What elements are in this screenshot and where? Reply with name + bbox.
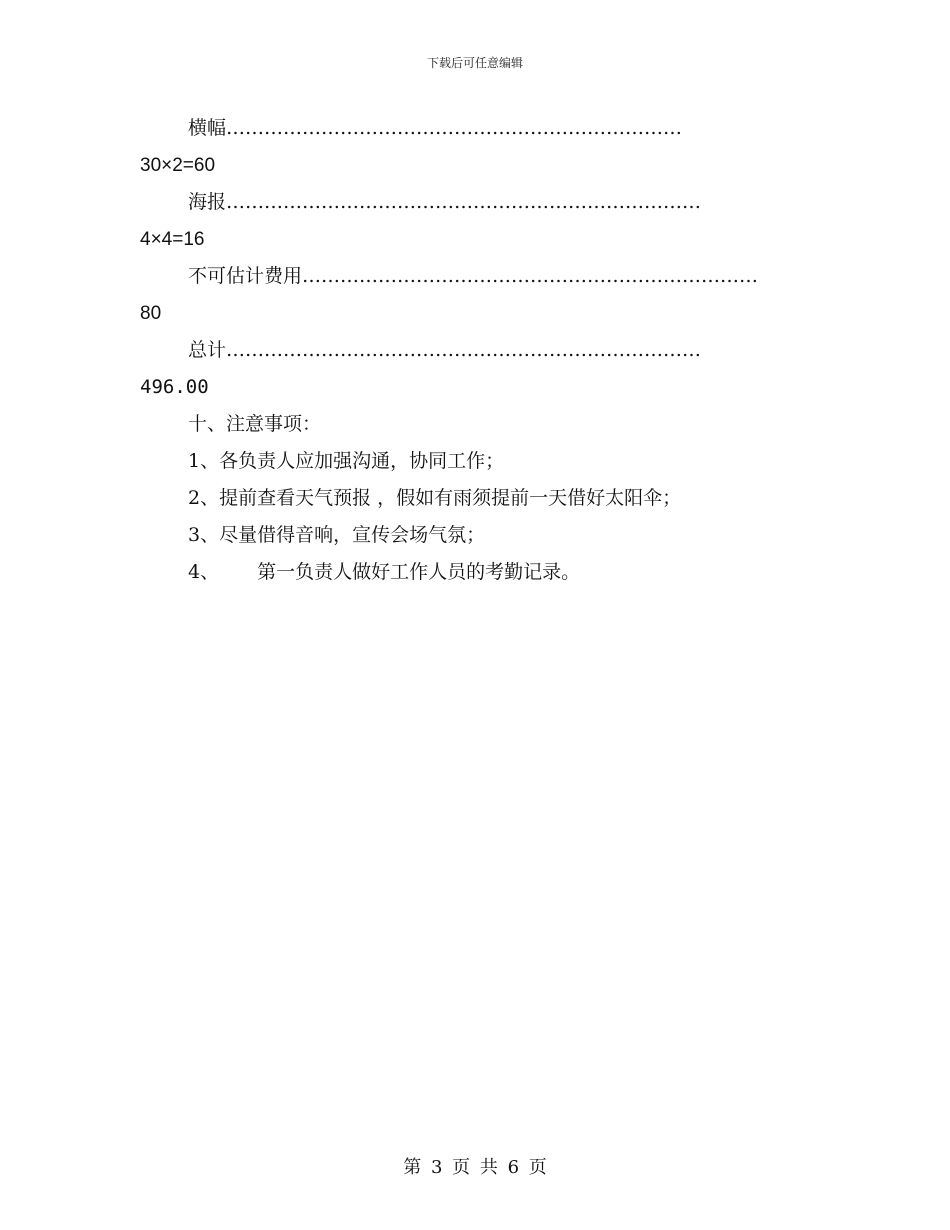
note-item (140, 443, 820, 480)
note-item (140, 480, 820, 517)
document-body (140, 110, 820, 591)
note-text: 尽量借得音响，宣传会场气氛； (219, 524, 486, 546)
note-number: 3、 (188, 524, 220, 546)
note-number: 1、 (188, 450, 220, 472)
budget-dot-leader: ………………………………………………………………… (226, 339, 702, 361)
note-text: 提前查看天气预报 ，假如有雨须提前一天借好太阳伞； (219, 487, 682, 509)
budget-item-label: 横幅 (188, 117, 227, 139)
note-text: 第一负责人做好工作人员的考勤记录。 (257, 561, 581, 583)
page-header: 下载后可任意编辑 (426, 56, 523, 70)
budget-item-label: 海报 (188, 191, 227, 213)
budget-item-total (140, 332, 820, 369)
budget-item-contingency (140, 258, 820, 295)
note-number: 4、 (188, 561, 220, 583)
budget-item-label: 总计 (188, 339, 227, 361)
budget-dot-leader: ……………………………………………………………… (302, 265, 759, 287)
section-heading-notes: 十、注意事项： (188, 413, 322, 435)
budget-amount-contingency: 80 (140, 303, 162, 324)
budget-dot-leader: ……………………………………………………………… (226, 117, 683, 139)
budget-amount-poster: 4×4=16 (140, 229, 205, 250)
page-footer: 第 3 页 共 6 页 (403, 1157, 547, 1178)
budget-item-poster (140, 184, 820, 221)
budget-item-banner (140, 110, 820, 147)
budget-amount-banner: 30×2=60 (140, 155, 216, 176)
note-number: 2、 (188, 487, 220, 509)
note-item (140, 554, 820, 591)
note-text: 各负责人应加强沟通，协同工作； (219, 450, 505, 472)
budget-dot-leader: ………………………………………………………………… (226, 191, 702, 213)
budget-amount-total: 496.00 (140, 376, 209, 398)
budget-item-label: 不可估计费用 (188, 265, 303, 287)
note-item (140, 517, 820, 554)
